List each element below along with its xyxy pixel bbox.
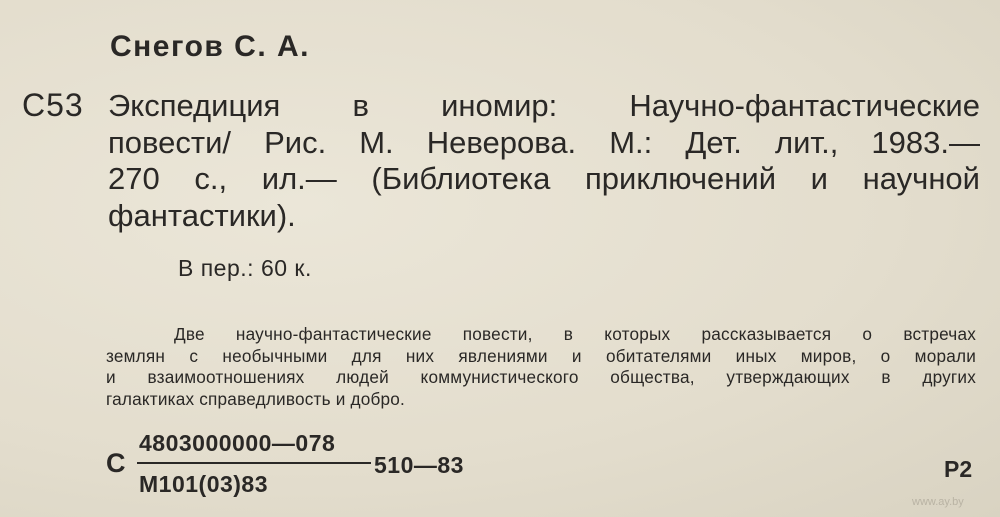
annotation-paragraph <box>106 324 976 410</box>
description-line: фантастики). <box>108 197 296 233</box>
description-line: 270 с., ил.— (Библиотека приключений и научной <box>108 161 980 196</box>
annotation-line: Две научно-фантастические повести, в которых рассказывается о встречах <box>174 324 976 344</box>
annotation-line: галактиках справедливость и добро. <box>106 388 406 409</box>
annotation-line: и взаимоотношениях людей коммунистического общества, утверждающих в других <box>106 367 976 387</box>
watermark: www.ay.by <box>912 496 964 508</box>
classification-code: Р2 <box>944 456 973 482</box>
author-index-code: С53 <box>22 87 84 123</box>
fraction-numerator: 4803000000—078 <box>139 430 336 456</box>
annotation-line: землян с необычными для них явлениями и обитателями иных миров, о морали <box>106 345 976 366</box>
price-binding: В пер.: 60 к. <box>178 255 312 281</box>
fraction-bar <box>137 462 371 464</box>
author-name: Снегов С. А. <box>110 30 311 63</box>
bibliographic-description <box>108 88 980 234</box>
fraction-suffix: 510—83 <box>374 452 464 478</box>
description-line: Экспедиция в иномир: Научно-фантастические <box>108 88 980 123</box>
description-line: повести/ Рис. М. Неверова. М.: Дет. лит., 1983.— <box>108 124 980 160</box>
fraction-denominator: М101(03)83 <box>139 471 269 497</box>
fraction-letter: С <box>106 448 126 478</box>
